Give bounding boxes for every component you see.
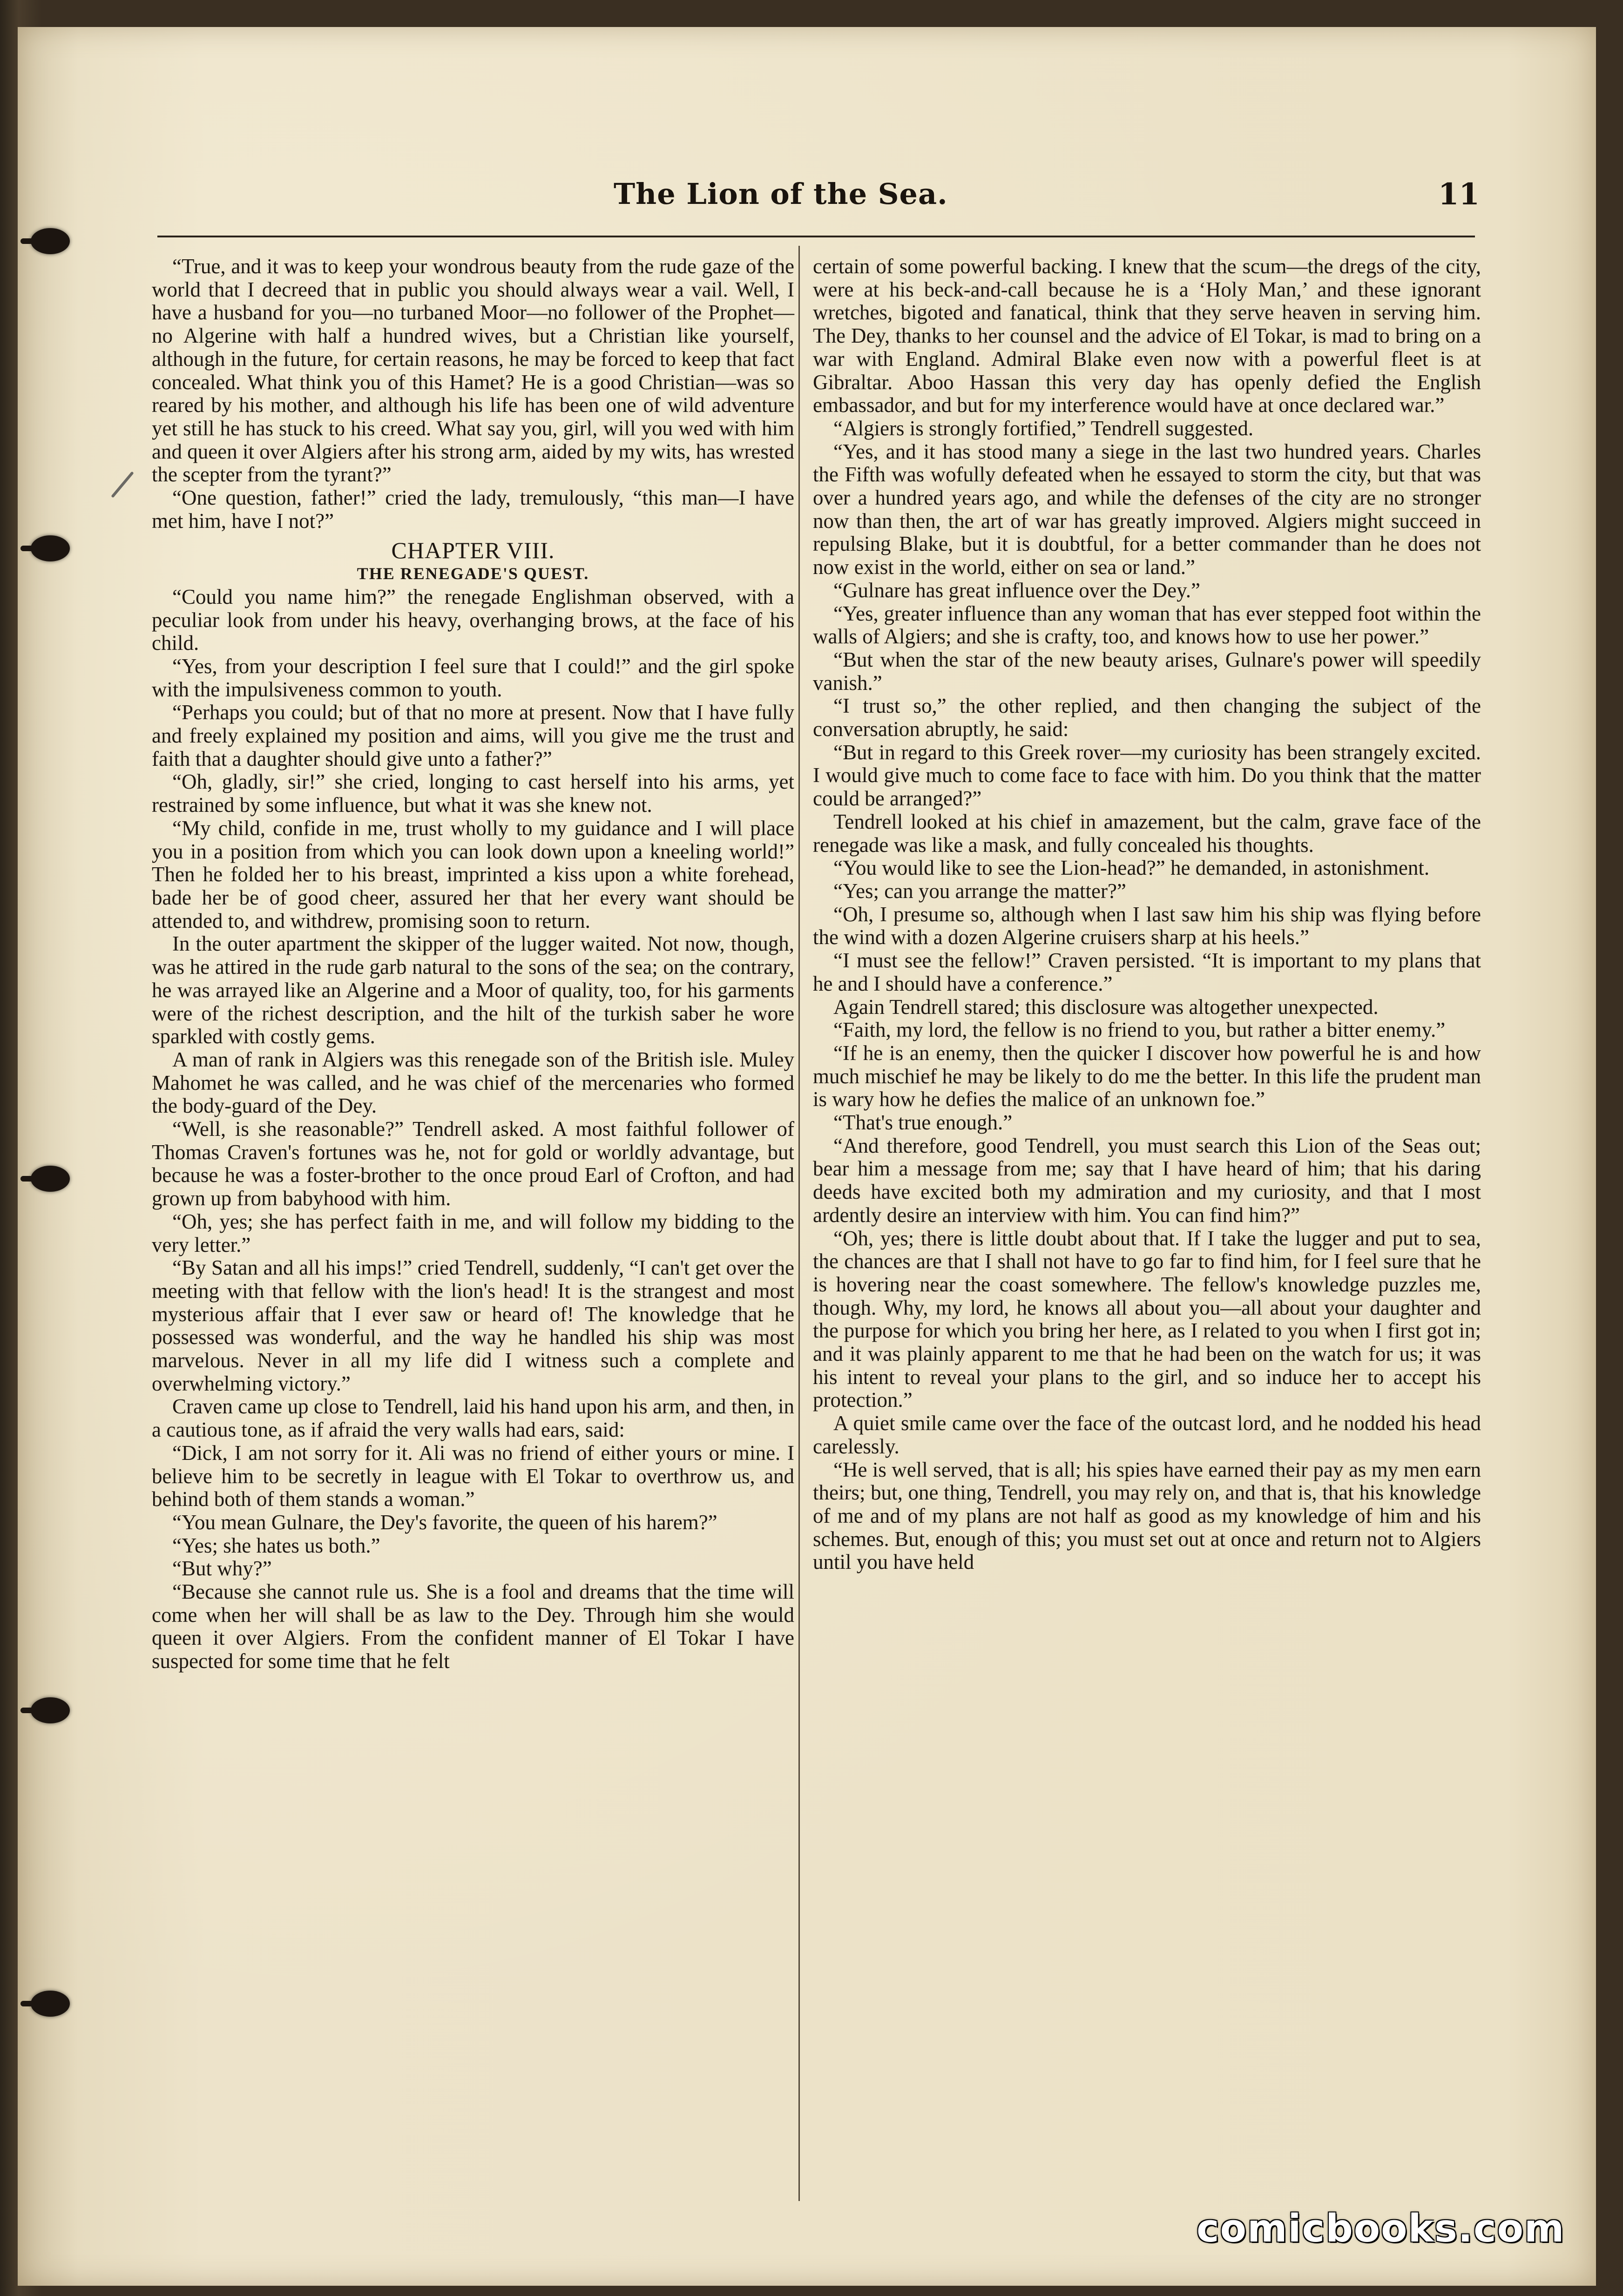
- paragraph: “My child, confide in me, trust wholly to my guidance and I will place you in a position from which you can look down upon a kneeling world!” Then he folded her to his breast, imprinted a kiss upon a white forehead, bade her be of good cheer, assured her that her every want should be attended to, and withdrew, promising soon to return.: [152, 816, 794, 932]
- page-header: [18, 177, 1596, 223]
- paragraph: “But why?”: [172, 1557, 272, 1580]
- binding-hole: [31, 1166, 70, 1192]
- paragraph: “But in regard to this Greek rover—my curiosity has been strangely excited. I would give much to come face to face with him. Do you think that the matter could be arranged?”: [813, 740, 1481, 810]
- chapter-title: CHAPTER VIII.: [391, 537, 555, 564]
- paragraph: “True, and it was to keep your wondrous beauty from the rude gaze of the world that I decreed that in public you should always wear a vail. Well, I have a husband for you—no turbaned Moor—no follower of the Prophet—no Algerine with half a hundred wives, but a Christian like yourself, although in the future, for certain reasons, he may be forced to keep that fact concealed. What think you of this Hamet? He is a good Christian—was so reared by his mother, and although his life has been one of wild adventure yet still he has stuck to his creed. What say you, girl, will you wed with him and queen it over Algiers after his strong arm, aided by my wits, has wrested the scepter from the tyrant?”: [152, 255, 794, 486]
- right-column: [813, 255, 1481, 1574]
- paragraph: Craven came up close to Tendrell, laid his hand upon his arm, and then, in a cautious tone, as if afraid the very walls had ears, said:: [152, 1395, 794, 1442]
- paragraph: “Perhaps you could; but of that no more at present. Now that I have fully and freely explained my position and aims, will you give me the trust and faith that a daughter should give unto a father?”: [152, 701, 794, 770]
- running-title: The Lion of the Sea.: [614, 177, 948, 211]
- paragraph: certain of some powerful backing. I knew that the scum—the dregs of the city, were at his beck-and-call because he is a ‘Holy Man,’ and these ignorant wretches, bigoted and fanatical, think that they serve heaven in serving him. The Dey, thanks to her counsel and the advice of El Tokar, is mad to bring on a war with England. Admiral Blake even now with a powerful fleet is at Gibraltar. Aboo Hassan this very day has openly defied the English embassador, and but for my interference would have at once declared war.”: [813, 255, 1481, 417]
- paragraph: “I trust so,” the other replied, and then changing the subject of the conversation abruptly, he said:: [813, 694, 1481, 741]
- paragraph: “Yes; can you arrange the matter?”: [833, 879, 1126, 903]
- binding-hole: [31, 1697, 70, 1723]
- chapter-subtitle: THE RENEGADE'S QUEST.: [357, 564, 589, 583]
- site-watermark: comicbooks.com: [1197, 2207, 1565, 2251]
- paragraph: “You would like to see the Lion-head?” he demanded, in astonishment.: [833, 856, 1430, 880]
- paragraph: “By Satan and all his imps!” cried Tendrell, suddenly, “I can't get over the meeting with that fellow with the lion's head! It is the strangest and most mysterious affair that I ever saw or heard of! The knowledge that he possessed was wonderful, and the way he handled his ship was most marvelous. Never in all my life did I witness such a complete and overwhelming victory.”: [152, 1256, 794, 1395]
- book-page: [18, 27, 1596, 2286]
- left-column: [152, 255, 794, 1673]
- paragraph: “Oh, yes; she has perfect faith in me, and will follow my bidding to the very letter.”: [152, 1209, 794, 1256]
- paragraph: “If he is an enemy, then the quicker I discover how powerful he is and how much mischief he may be likely to do me the better. In this life the prudent man is wary how he defies the malice of an unknown foe.”: [813, 1041, 1481, 1111]
- paragraph: “Yes, and it has stood many a siege in the last two hundred years. Charles the Fifth was wofully defeated when he essayed to storm the city, but that was over a hundred years ago, and while the defenses of the city are no stronger now than then, the art of war has greatly improved. Algiers might succeed in repulsing Blake, but it is doubtful, for a better commander than he does not now exist in the world, either on sea or land.”: [813, 439, 1481, 579]
- paragraph: “Algiers is strongly fortified,” Tendrell suggested.: [833, 416, 1254, 440]
- paragraph: “Faith, my lord, the fellow is no friend to you, but rather a bitter enemy.”: [833, 1018, 1446, 1042]
- binding-hole: [31, 228, 70, 254]
- paragraph: “That's true enough.”: [833, 1111, 1013, 1134]
- paragraph: In the outer apartment the skipper of the lugger waited. Not now, though, was he attired in the rude garb natural to the sons of the sea; on the contrary, he was arrayed like an Algerine and a Moor of quality, too, for his garments were of the richest description, and the hilt of the turkish saber he wore sparkled with costly gems.: [152, 932, 794, 1048]
- paragraph: “Yes, from your description I feel sure that I could!” and the girl spoke with the impulsiveness common to youth.: [152, 654, 794, 701]
- paragraph: “Because she cannot rule us. She is a fool and dreams that the time will come when her will shall be as law to the Dey. Through him she would queen it over Algiers. From the confident manner of El Tokar I have suspected for some time that he felt: [152, 1580, 794, 1673]
- paragraph: “I must see the fellow!” Craven persisted. “It is important to my plans that he and I should have a conference.”: [813, 949, 1481, 995]
- paragraph: “Oh, gladly, sir!” she cried, longing to cast herself into his arms, yet restrained by some influence, but what it was she knew not.: [152, 770, 794, 817]
- paragraph: “But when the star of the new beauty arises, Gulnare's power will speedily vanish.”: [813, 648, 1481, 695]
- header-rule: [157, 236, 1475, 237]
- page-number: 11: [1438, 177, 1480, 212]
- paragraph: “Oh, I presume so, although when I last saw him his ship was flying before the wind with a dozen Algerine cruisers sharp at his heels.”: [813, 902, 1481, 949]
- paragraph: A man of rank in Algiers was this renegade son of the British isle. Muley Mahomet he was called, and he was chief of the mercenaries who formed the body-guard of the Dey.: [152, 1047, 794, 1118]
- paragraph: “Dick, I am not sorry for it. Ali was no friend of either yours or mine. I believe him to be secretly in league with El Tokar to overthrow us, and behind both of them stands a woman.”: [152, 1441, 794, 1511]
- paragraph: “Could you name him?” the renegade Englishman observed, with a peculiar look from under his heavy, overhanging brows, at the face of his child.: [152, 585, 794, 655]
- paragraph: Again Tendrell stared; this disclosure was altogether unexpected.: [833, 995, 1379, 1019]
- pencil-mark: [111, 471, 134, 498]
- paragraph: “And therefore, good Tendrell, you must search this Lion of the Seas out; bear him a message from me; say that I have heard of him; that his daring deeds have excited both my admiration and my curiosity, and that I most ardently desire an interview with him. You can find him?”: [813, 1134, 1481, 1227]
- paragraph: “Yes; she hates us both.”: [172, 1533, 380, 1557]
- paragraph: “Gulnare has great influence over the Dey.”: [833, 578, 1200, 602]
- paragraph: “You mean Gulnare, the Dey's favorite, the queen of his harem?”: [172, 1510, 717, 1534]
- paragraph: “Oh, yes; there is little doubt about that. If I take the lugger and put to sea, the chances are that I shall not have to go far to find him, for I feel sure that he is hovering near the coast somewhere. The fellow's knowledge puzzles me, though. Why, my lord, he knows all about you—all about your daughter and the purpose for which you bring her here, as I related to you when I first got in; and it was plainly apparent to me that he had been on the watch for us; it was his intent to reveal your plans to the girl, and so induce her to accept his protection.”: [813, 1226, 1481, 1412]
- paragraph: “Well, is she reasonable?” Tendrell asked. A most faithful follower of Thomas Craven's fortunes was he, not for gold or worldly advantage, but because he was a foster-brother to the once proud Earl of Crofton, and had grown up from babyhood with him.: [152, 1117, 794, 1210]
- binding-holes: [18, 27, 111, 2286]
- binding-hole: [31, 535, 70, 561]
- paragraph: “One question, father!” cried the lady, tremulously, “this man—I have met him, have I not?”: [152, 486, 794, 533]
- paragraph: “He is well served, that is all; his spies have earned their pay as my men earn theirs; but, one thing, Tendrell, you may rely on, and that is, that his knowledge of me and of my plans are not half as good as my knowledge of him and his schemes. But, enough of this; you must set out at once and return not to Algiers until you have held: [813, 1458, 1481, 1574]
- paragraph: A quiet smile came over the face of the outcast lord, and he nodded his head carelessly.: [813, 1411, 1481, 1458]
- column-divider: [798, 246, 800, 2201]
- paragraph: “Yes, greater influence than any woman that has ever stepped foot within the walls of Algiers; and she is crafty, too, and knows how to use her power.”: [813, 601, 1481, 648]
- binding-hole: [31, 1991, 70, 2017]
- paragraph: Tendrell looked at his chief in amazement, but the calm, grave face of the renegade was like a mask, and fully concealed his thoughts.: [813, 810, 1481, 857]
